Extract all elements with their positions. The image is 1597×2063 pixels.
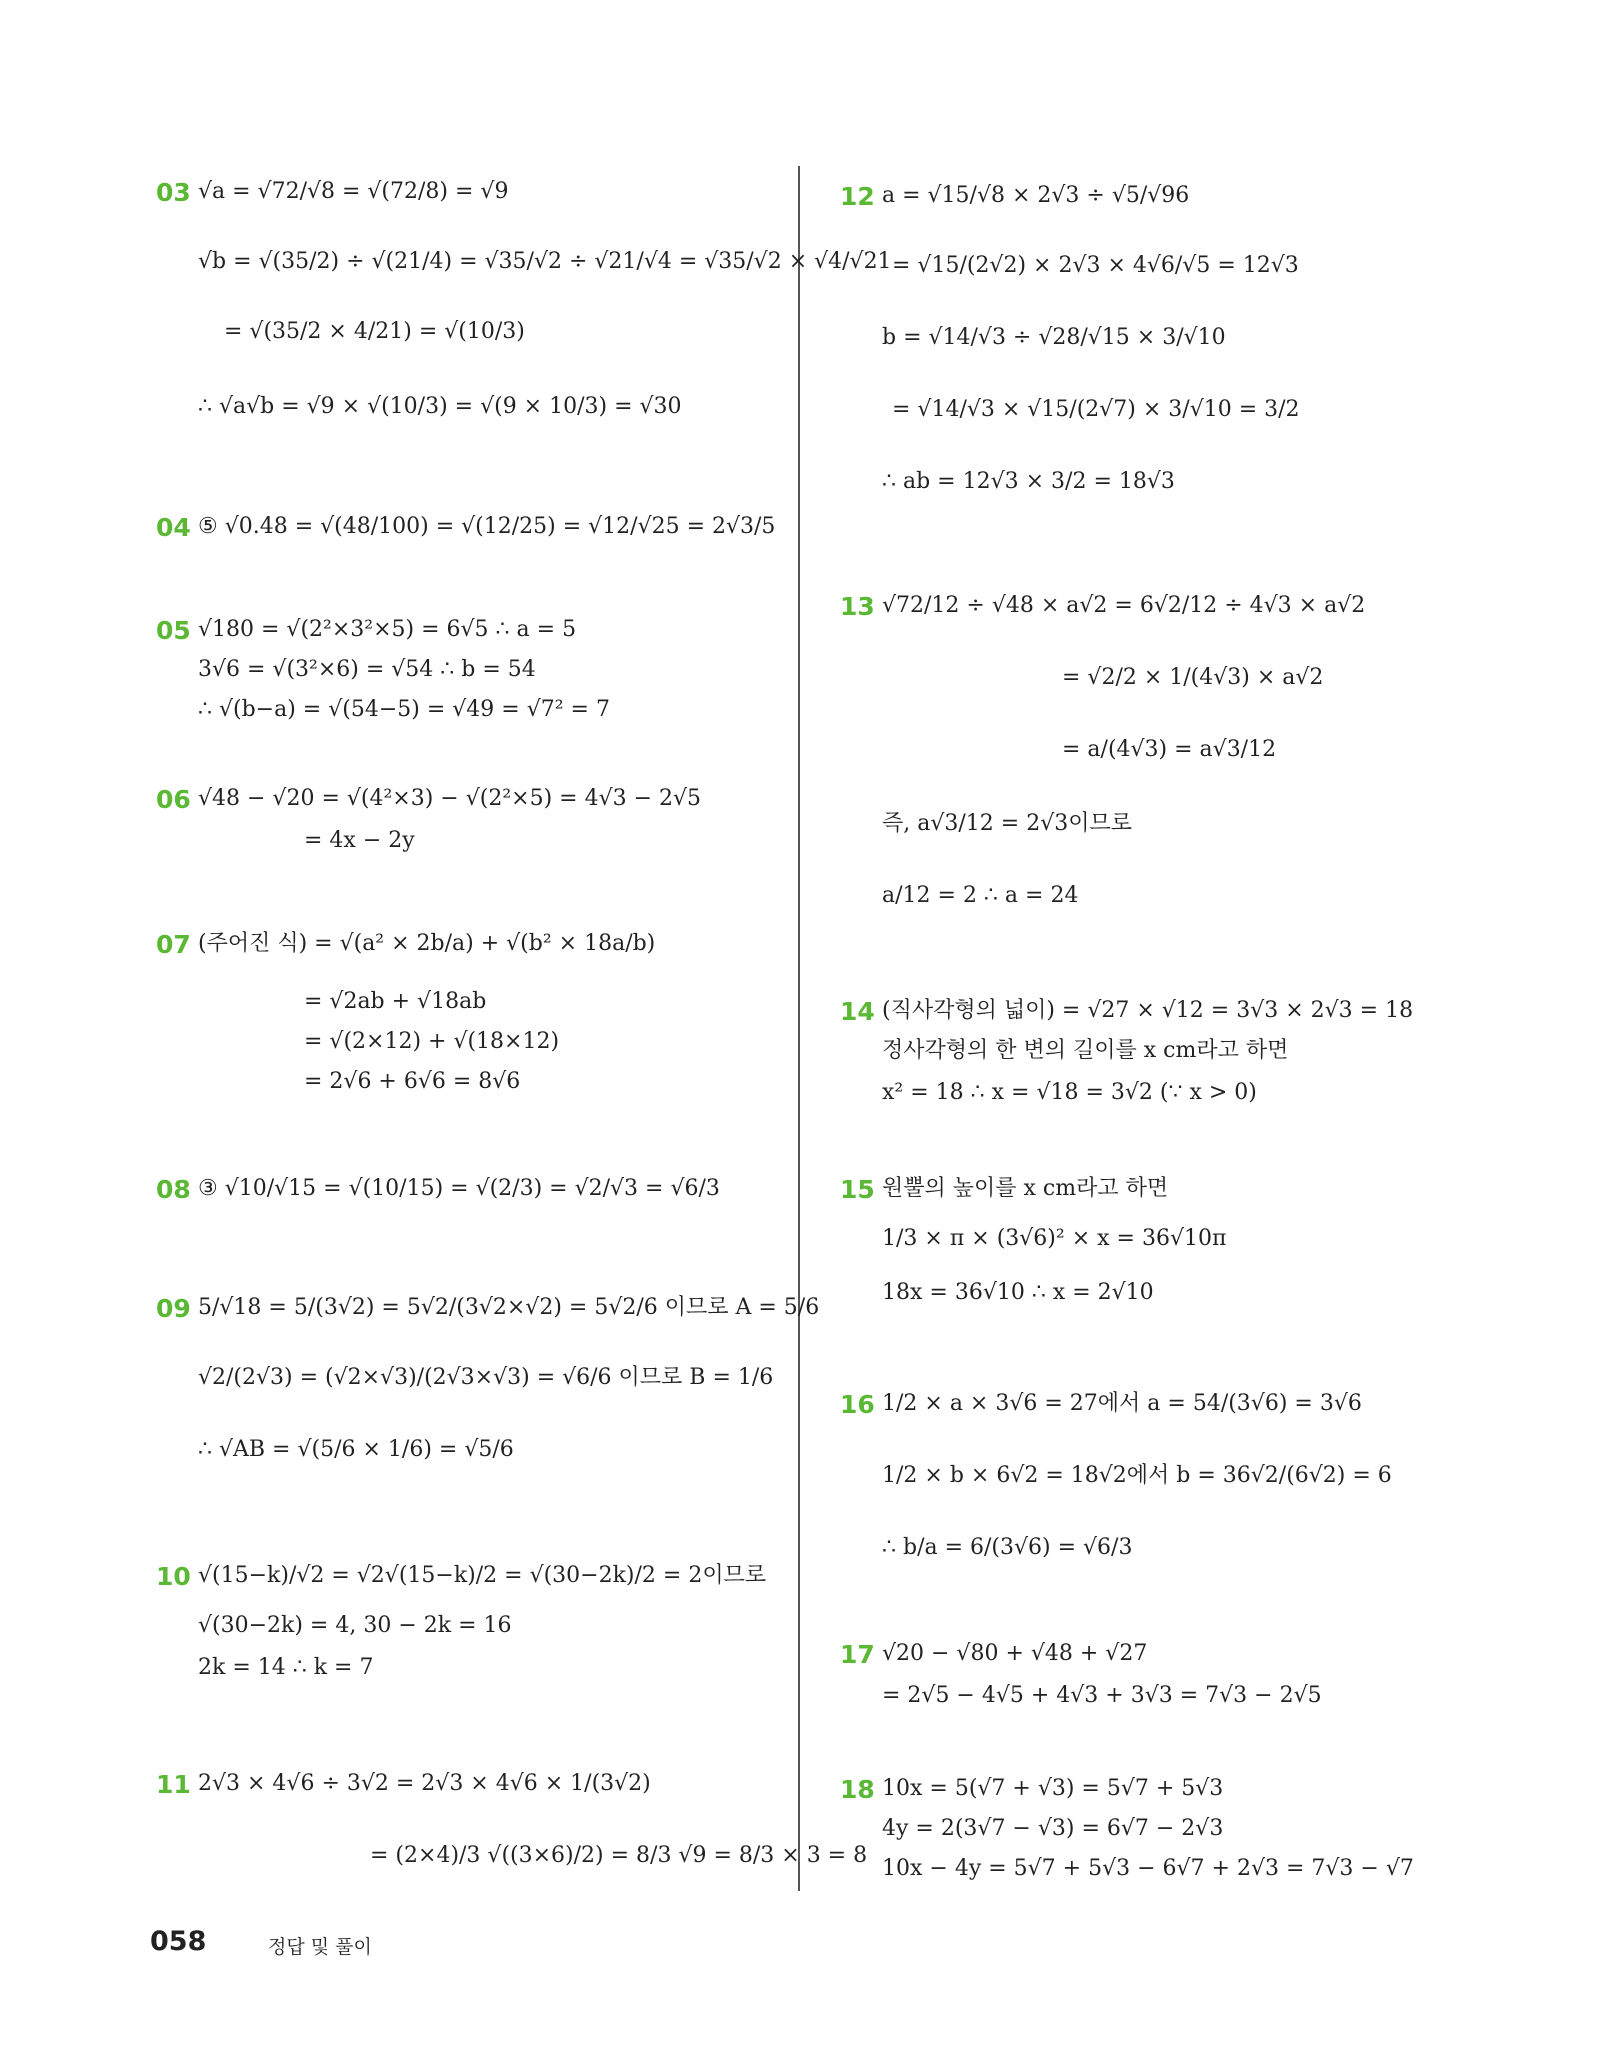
solution-line: ∴ √(b−a) = √(54−5) = √49 = √7² = 7 xyxy=(198,697,610,722)
page-number: 058 xyxy=(150,1926,207,1957)
solution-line: 1/2 × b × 6√2 = 18√2에서 b = 36√2/(6√2) = 6 xyxy=(882,1463,1392,1488)
solution-line: (주어진 식) = √(a² × 2b/a) + √(b² × 18a/b) xyxy=(198,931,656,956)
problem-number: 03 xyxy=(156,178,191,207)
solution-line: 10x = 5(√7 + √3) = 5√7 + 5√3 xyxy=(882,1776,1224,1801)
problem-number: 08 xyxy=(156,1175,191,1204)
problem-number: 07 xyxy=(156,930,191,959)
solution-line: = 2√6 + 6√6 = 8√6 xyxy=(304,1069,521,1094)
solution-line: = a/(4√3) = a√3/12 xyxy=(1062,737,1277,762)
solution-line: = √15/(2√2) × 2√3 × 4√6/√5 = 12√3 xyxy=(892,253,1299,278)
solution-line: √(15−k)/√2 = √2√(15−k)/2 = √(30−2k)/2 = 2이므로 xyxy=(198,1563,767,1588)
solution-line: √180 = √(2²×3²×5) = 6√5 ∴ a = 5 xyxy=(198,617,577,642)
solution-line: 정사각형의 한 변의 길이를 x cm라고 하면 xyxy=(882,1038,1289,1063)
solution-line: 1/3 × π × (3√6)² × x = 36√10π xyxy=(882,1226,1227,1251)
solution-line: = √2ab + √18ab xyxy=(304,989,487,1014)
solution-line: 10x − 4y = 5√7 + 5√3 − 6√7 + 2√3 = 7√3 − √7 xyxy=(882,1856,1414,1881)
solution-line: 원뿔의 높이를 x cm라고 하면 xyxy=(882,1176,1169,1201)
solution-line: x² = 18 ∴ x = √18 = 3√2 (∵ x > 0) xyxy=(882,1080,1257,1105)
solution-line: 5/√18 = 5/(3√2) = 5√2/(3√2×√2) = 5√2/6 이므로 A = 5/6 xyxy=(198,1295,820,1320)
solution-line: ∴ √AB = √(5/6 × 1/6) = √5/6 xyxy=(198,1437,514,1462)
problem-number: 17 xyxy=(840,1640,875,1669)
problem-number: 10 xyxy=(156,1562,191,1591)
solution-line: 3√6 = √(3²×6) = √54 ∴ b = 54 xyxy=(198,657,536,682)
solution-line: 2k = 14 ∴ k = 7 xyxy=(198,1655,374,1680)
solution-line: √72/12 ÷ √48 × a√2 = 6√2/12 ÷ 4√3 × a√2 xyxy=(882,593,1366,618)
problem-number: 12 xyxy=(840,182,875,211)
problem-number: 18 xyxy=(840,1775,875,1804)
solution-line: √20 − √80 + √48 + √27 xyxy=(882,1641,1148,1666)
solution-line: 2√3 × 4√6 ÷ 3√2 = 2√3 × 4√6 × 1/(3√2) xyxy=(198,1771,651,1796)
solution-line: b = √14/√3 ÷ √28/√15 × 3/√10 xyxy=(882,325,1226,350)
solution-line: = √2/2 × 1/(4√3) × a√2 xyxy=(1062,665,1324,690)
problem-number: 04 xyxy=(156,513,191,542)
solution-line: 즉, a√3/12 = 2√3이므로 xyxy=(882,811,1132,836)
problem-number: 15 xyxy=(840,1175,875,1204)
solution-line: 4y = 2(3√7 − √3) = 6√7 − 2√3 xyxy=(882,1816,1224,1841)
problem-number: 11 xyxy=(156,1770,191,1799)
solution-line: a/12 = 2 ∴ a = 24 xyxy=(882,883,1079,908)
solution-line: ∴ b/a = 6/(3√6) = √6/3 xyxy=(882,1535,1133,1560)
solution-line: 1/2 × a × 3√6 = 27에서 a = 54/(3√6) = 3√6 xyxy=(882,1391,1362,1416)
solution-line: = 2√5 − 4√5 + 4√3 + 3√3 = 7√3 − 2√5 xyxy=(882,1683,1322,1708)
problem-number: 14 xyxy=(840,997,875,1026)
solution-line: a = √15/√8 × 2√3 ÷ √5/√96 xyxy=(882,183,1190,208)
solution-line: = √(35/2 × 4/21) = √(10/3) xyxy=(224,319,525,344)
solution-line: 18x = 36√10 ∴ x = 2√10 xyxy=(882,1280,1154,1305)
solution-line: ∴ √a√b = √9 × √(10/3) = √(9 × 10/3) = √30 xyxy=(198,394,682,419)
solution-line: √a = √72/√8 = √(72/8) = √9 xyxy=(198,179,509,204)
problem-number: 09 xyxy=(156,1294,191,1323)
solution-line: = √14/√3 × √15/(2√7) × 3/√10 = 3/2 xyxy=(892,397,1300,422)
problem-number: 06 xyxy=(156,785,191,814)
solution-line: √48 − √20 = √(4²×3) − √(2²×5) = 4√3 − 2√5 xyxy=(198,786,702,811)
solution-line: ∴ ab = 12√3 × 3/2 = 18√3 xyxy=(882,469,1175,494)
solution-line: = 4x − 2y xyxy=(304,828,415,853)
solution-line: = √(2×12) + √(18×12) xyxy=(304,1029,560,1054)
problem-number: 16 xyxy=(840,1390,875,1419)
problem-number: 05 xyxy=(156,616,191,645)
solution-line: ③ √10/√15 = √(10/15) = √(2/3) = √2/√3 = √6/3 xyxy=(198,1176,720,1201)
solution-line: √(30−2k) = 4, 30 − 2k = 16 xyxy=(198,1613,512,1638)
solution-line: √2/(2√3) = (√2×√3)/(2√3×√3) = √6/6 이므로 B = 1/6 xyxy=(198,1365,774,1390)
problem-number: 13 xyxy=(840,592,875,621)
solution-line: ⑤ √0.48 = √(48/100) = √(12/25) = √12/√25 = 2√3/5 xyxy=(198,514,776,539)
column-divider xyxy=(798,166,800,1891)
footer-title: 정답 및 풀이 xyxy=(268,1936,372,1958)
solution-line: = (2×4)/3 √((3×6)/2) = 8/3 √9 = 8/3 × 3 = 8 xyxy=(370,1843,868,1868)
solution-line: (직사각형의 넓이) = √27 × √12 = 3√3 × 2√3 = 18 xyxy=(882,998,1414,1023)
solution-line: √b = √(35/2) ÷ √(21/4) = √35/√2 ÷ √21/√4 = √35/√2 × √4/√21 xyxy=(198,249,892,274)
